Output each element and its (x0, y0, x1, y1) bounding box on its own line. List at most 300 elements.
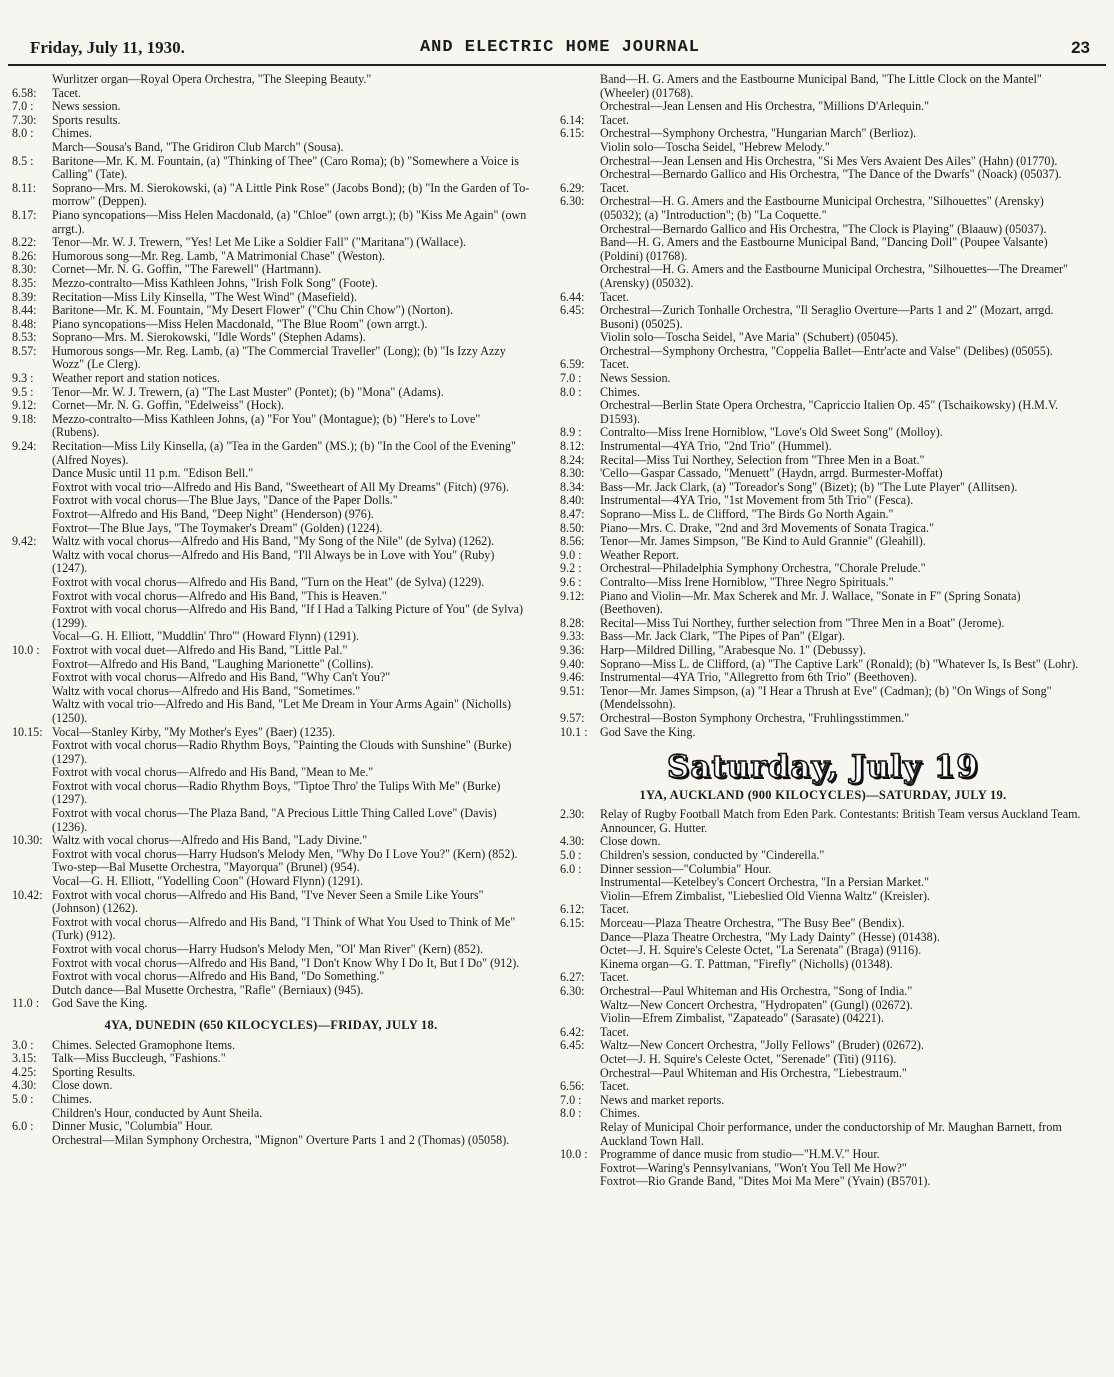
station-heading: 1YA, AUCKLAND (900 KILOCYCLES)—SATURDAY, JULY 19. (639, 787, 1007, 802)
programme-entry (12, 318, 530, 332)
entry-time: 9.51: (560, 683, 585, 698)
programme-entry (560, 1121, 1086, 1148)
programme-entry (560, 195, 1086, 222)
entry-time (12, 848, 52, 862)
entry-time: 8.35: (12, 275, 37, 290)
programme-entry (560, 291, 1086, 305)
entry-time: 8.30: (12, 262, 37, 277)
entry-time (12, 522, 52, 536)
entry-text: Chimes. (52, 1091, 92, 1106)
programme-entry (12, 726, 530, 740)
programme-entry (12, 481, 530, 495)
day-title: Saturday, July 19 (667, 749, 979, 786)
programme-entry (12, 440, 530, 467)
entry-time: 8.17: (12, 207, 37, 222)
entry-text: Tacet. (52, 85, 82, 100)
entry-text: Tacet. (600, 289, 630, 304)
entry-time (560, 1162, 600, 1176)
entry-time (12, 467, 52, 481)
entry-text: Violin—Efrem Zimbalist, "Zapateado" (Sarasate) (04221). (600, 1011, 884, 1026)
entry-text: Recitation—Miss Lily Kinsella, (a) "Tea in the Garden" (MS.); (b) "In the Cool of the Evening" (Alfred Noyes). (52, 439, 516, 467)
entry-text: Vocal—G. H. Elliott, "Yodelling Coon" (Howard Flynn) (1291). (52, 874, 364, 889)
page-header (30, 38, 1090, 64)
entry-text: Orchestral—Jean Lensen and His Orchestra, "Si Mes Vers Avaient Des Ailes" (Hahn) (01770). (600, 153, 1058, 168)
entry-text: Orchestral—Bernardo Gallico and His Orchestra, "The Clock is Playing" (Blaauw) (05037). (600, 221, 1047, 236)
entry-text: Cornet—Mr. N. G. Goffin, "Edelweiss" (Hock). (52, 398, 285, 413)
entry-text: Vocal—Stanley Kirby, "My Mother's Eyes" (Baer) (1235). (52, 724, 336, 739)
programme-entry (12, 970, 530, 984)
entry-text: Chimes. (600, 1106, 640, 1121)
entry-time: 4.25: (12, 1064, 37, 1079)
programme-entry (12, 957, 530, 971)
programme-entry (560, 863, 1086, 877)
entry-text: Wurlitzer organ—Royal Opera Orchestra, "The Sleeping Beauty." (52, 72, 372, 86)
entry-time (12, 1134, 52, 1148)
entry-text: Relay of Municipal Choir performance, under the conductorship of Mr. Maughan Barnett, from Auckland Town Hall. (600, 1119, 1062, 1148)
programme-entry (560, 835, 1086, 849)
entry-time: 6.30: (560, 194, 585, 209)
entry-text: Orchestral—H. G. Amers and the Eastbourne Municipal Orchestra, "Silhouettes—The Dreamer" (Arensky) (05032). (600, 262, 1068, 290)
programme-entry (560, 236, 1086, 263)
entry-text: Humorous songs—Mr. Reg. Lamb, (a) "The Commercial Traveller" (Long); (b) "Is Izzy Azzy Wozz" (Le Clerg). (52, 343, 506, 372)
entry-time (12, 590, 52, 604)
entry-text: Chimes. Selected Gramophone Items. (52, 1037, 236, 1052)
programme-entry (12, 658, 530, 672)
entry-text: Foxtrot with vocal chorus—Harry Hudson's Melody Men, "Ol' Man River" (Kern) (852). (52, 942, 484, 956)
entry-text: Foxtrot with vocal chorus—Alfredo and His Band, "I've Never Seen a Smile Like Yours" (Johnson) (1262). (52, 887, 484, 916)
programme-entry (560, 1175, 1086, 1189)
programme-entry (12, 114, 530, 128)
programme-entry (560, 1162, 1086, 1176)
entry-time (12, 943, 52, 957)
entry-time: 9.12: (12, 398, 37, 413)
entry-text: Close down. (52, 1078, 113, 1093)
left-column (12, 73, 530, 1147)
programme-entry (560, 182, 1086, 196)
entry-time: 6.45: (560, 303, 585, 318)
entry-text: Piano—Mrs. C. Drake, "2nd and 3rd Movements of Sonata Tragica." (600, 520, 935, 535)
entry-text: Orchestral—Boston Symphony Orchestra, "Fruhlingsstimmen." (600, 710, 910, 725)
entry-text: Foxtrot with vocal chorus—Alfredo and His Band, "If I Had a Talking Picture of You" (de Sylva) (1299). (52, 602, 523, 630)
programme-entry (560, 522, 1086, 536)
entry-time: 7.0 : (12, 99, 34, 114)
entry-text: God Save the King. (600, 724, 696, 739)
entry-time: 6.30: (560, 984, 585, 998)
entry-time: 10.42: (12, 887, 43, 902)
programme-entry (560, 944, 1086, 958)
entry-text: Band—H. G. Amers and the Eastbourne Municipal Band, "Dancing Doll" (Poupee Valsante) (Poldini) (01768). (600, 235, 1048, 263)
programme-entry (560, 576, 1086, 590)
entry-time: 8.39: (12, 289, 37, 304)
entry-time: 9.0 : (560, 547, 582, 562)
entry-time: 9.12: (560, 588, 585, 603)
entry-text: Dutch dance—Bal Musette Orchestra, "Rafle" (Berniaux) (945). (52, 982, 364, 997)
programme-entry (560, 426, 1086, 440)
entry-time: 8.5 : (12, 153, 34, 168)
programme-entry (560, 808, 1086, 835)
programme-entry (560, 903, 1086, 917)
entry-text: Chimes. (52, 126, 92, 141)
entry-text: Recital—Miss Tui Northey, Selection from "Three Men in a Boat." (600, 452, 925, 467)
programme-entry (560, 399, 1086, 426)
entry-text: Tenor—Mr. James Simpson, "Be Kind to Auld Grannie" (Gleahill). (600, 534, 926, 549)
entry-time (12, 698, 52, 725)
programme-entry (12, 671, 530, 685)
entry-text: Humorous song—Mr. Reg. Lamb, "A Matrimonial Chase" (Weston). (52, 248, 386, 263)
entry-time: 8.40: (560, 493, 585, 508)
entry-time (560, 958, 600, 972)
entry-time (12, 141, 52, 155)
programme-entry (12, 1066, 530, 1080)
programme-entry (12, 182, 530, 209)
programme-entry (560, 141, 1086, 155)
programme-entry (560, 617, 1086, 631)
programme-entry (560, 726, 1086, 740)
entry-text: Relay of Rugby Football Match from Eden Park. Contestants: British Team versus Auckland Team. Announcer, G. Hutter. (600, 807, 1081, 835)
entry-text: Violin solo—Toscha Seidel, "Hebrew Melody." (600, 139, 830, 154)
entry-time (560, 236, 600, 263)
entry-text: Foxtrot with vocal chorus—Radio Rhythm Boys, "Painting the Clouds with Sunshine" (Burke) (1297). (52, 738, 512, 766)
entry-text: Orchestral—Philadelphia Symphony Orchestra, "Chorale Prelude." (600, 561, 926, 576)
entry-time (12, 73, 52, 87)
entry-time: 8.0 : (560, 384, 582, 399)
programme-entry (12, 997, 530, 1011)
entry-text: Sports results. (52, 112, 121, 127)
programme-entry (12, 603, 530, 630)
entry-text: Orchestral—H. G. Amers and the Eastbourne Municipal Orchestra, "Silhouettes" (Arensky) (05032); (a) "Introduction"; (b) "La Coquette." (600, 194, 1044, 222)
entry-time: 8.48: (12, 316, 37, 331)
entry-text: Waltz—New Concert Orchestra, "Jolly Fellows" (Bruder) (02672). (600, 1038, 924, 1053)
entry-text: Foxtrot with vocal chorus—Radio Rhythm Boys, "Tiptoe Thro' the Tulips With Me" (Burke) (1297). (52, 778, 501, 807)
entry-time (12, 916, 52, 943)
entry-text: Foxtrot with vocal chorus—Alfredo and His Band, "This is Heaven." (52, 588, 387, 603)
programme-entry (12, 1079, 530, 1093)
entry-time: 7.0 : (560, 1092, 582, 1107)
programme-entry (560, 849, 1086, 863)
entry-text: Contralto—Miss Irene Horniblow, "Three Negro Spirituals." (600, 574, 894, 589)
programme-entry (12, 508, 530, 522)
entry-time (560, 168, 600, 182)
programme-entry (12, 386, 530, 400)
programme-entry (12, 861, 530, 875)
issue-date: Friday, July 11, 1930. (30, 38, 185, 57)
entry-time: 9.36: (560, 642, 585, 657)
entry-text: Foxtrot with vocal chorus—The Blue Jays, "Dance of the Paper Dolls." (52, 493, 398, 508)
entry-time: 8.9 : (560, 425, 582, 440)
programme-entry (12, 87, 530, 101)
entry-time (560, 73, 600, 100)
entry-time (560, 263, 600, 290)
programme-entry (12, 304, 530, 318)
entry-time: 7.30: (12, 112, 37, 127)
programme-entry (560, 1026, 1086, 1040)
entry-time (560, 876, 600, 890)
entry-text: Foxtrot with vocal chorus—Alfredo and His Band, "I Think of What You Used to Think of Me" (Turk) (912). (52, 914, 516, 943)
programme-entry (560, 562, 1086, 576)
entry-text: Foxtrot with vocal duet—Alfredo and His Band, "Little Pal." (52, 642, 348, 657)
entry-text: Foxtrot with vocal chorus—The Plaza Band, "A Precious Little Thing Called Love" (Davis) (1236). (52, 806, 497, 834)
programme-entry (12, 467, 530, 481)
programme-entry (12, 494, 530, 508)
entry-time (560, 223, 600, 237)
entry-text: Violin solo—Toscha Seidel, "Ave Maria" (Schubert) (05045). (600, 330, 899, 345)
entry-time: 10.15: (12, 724, 43, 739)
programme-entry (560, 1148, 1086, 1162)
entry-text: Tacet. (600, 1079, 630, 1094)
entry-time (560, 399, 600, 426)
programme-entry (560, 549, 1086, 563)
entry-text: Orchestral—Symphony Orchestra, "Hungarian March" (Berlioz). (600, 126, 917, 141)
programme-entry (560, 890, 1086, 904)
entry-time: 9.5 : (12, 384, 34, 399)
entry-time: 8.11: (12, 180, 37, 195)
programme-entry (560, 454, 1086, 468)
programme-entry (560, 155, 1086, 169)
programme-entry (560, 168, 1086, 182)
programme-entry (12, 277, 530, 291)
programme-entry (12, 1107, 530, 1121)
entry-time: 6.0 : (12, 1119, 34, 1134)
station-heading: 4YA, DUNEDIN (650 KILOCYCLES)—FRIDAY, JULY 18. (104, 1017, 438, 1032)
programme-entry (12, 739, 530, 766)
programme-entry (560, 590, 1086, 617)
programme-entry (560, 1012, 1086, 1026)
entry-time: 6.58: (12, 85, 37, 100)
entry-text: Piano and Violin—Mr. Max Scherek and Mr. J. Wallace, "Sonate in F" (Spring Sonata) (Beethoven). (600, 588, 1021, 617)
programme-entry (12, 236, 530, 250)
programme-entry (560, 1039, 1086, 1053)
entry-text: Tenor—Mr. W. J. Trewern, (a) "The Last Muster" (Pontet); (b) "Mona" (Adams). (52, 384, 444, 399)
entry-text: Dance—Plaza Theatre Orchestra, "My Lady Dainty" (Hesse) (01438). (600, 929, 940, 944)
programme-entry (12, 875, 530, 889)
programme-entry (560, 644, 1086, 658)
programme-entry (12, 291, 530, 305)
entry-time: 9.40: (560, 656, 585, 671)
programme-entry (12, 331, 530, 345)
entry-text: Kinema organ—G. T. Pattman, "Firefly" (Nicholls) (01348). (600, 956, 893, 971)
entry-time (560, 999, 600, 1013)
programme-entry (560, 372, 1086, 386)
entry-time: 6.15: (560, 126, 585, 141)
entry-text: Two-step—Bal Musette Orchestra, "Mayorqua" (Brunel) (954). (52, 860, 360, 875)
entry-text: Foxtrot—Alfredo and His Band, "Deep Night" (Henderson) (976). (52, 507, 374, 521)
entry-time: 9.57: (560, 710, 585, 725)
entry-text: Orchestral—Berlin State Opera Orchestra, "Capriccio Italien Op. 45" (Tschaikowsky) (H.M.V. D1593). (600, 398, 1059, 426)
entry-time (12, 984, 52, 998)
programme-entry (560, 999, 1086, 1013)
entry-text: Mezzo-contralto—Miss Kathleen Johns, (a) "For You" (Montague); (b) "Here's to Love" (Rubens). (52, 411, 481, 440)
entry-text: Waltz with vocal chorus—Alfredo and His Band, "I'll Always be in Love with You" (Ruby) (1247). (52, 547, 495, 576)
entry-text: Chimes. (600, 384, 640, 399)
programme-entry (12, 549, 530, 576)
entry-text: News session. (52, 99, 121, 114)
entry-time (560, 944, 600, 958)
programme-entry (560, 331, 1086, 345)
programme-entry (12, 916, 530, 943)
programme-entry (560, 440, 1086, 454)
entry-time: 9.42: (12, 534, 37, 549)
entry-text: Tacet. (600, 112, 630, 127)
entry-text: Soprano—Miss L. de Clifford, (a) "The Captive Lark" (Ronald); (b) "Whatever Is, Is Best" (Lohr). (600, 656, 1079, 671)
entry-time: 8.24: (560, 452, 585, 467)
entry-text: Tacet. (600, 357, 630, 372)
entry-text: Dance Music until 11 p.m. "Edison Bell." (52, 466, 254, 481)
entry-time: 8.30: (560, 466, 585, 481)
programme-entry (12, 889, 530, 916)
entry-text: Sporting Results. (52, 1064, 136, 1079)
programme-entry (12, 780, 530, 807)
entry-time (12, 1107, 52, 1121)
programme-entry (12, 984, 530, 998)
entry-text: Piano syncopations—Miss Helen Macdonald, (a) "Chloe" (own arrgt.); (b) "Kiss Me Again" (own arrgt.). (52, 207, 527, 236)
programme-entry (560, 958, 1086, 972)
entry-text: Children's Hour, conducted by Aunt Sheila. (52, 1105, 263, 1120)
programme-entry (560, 971, 1086, 985)
entry-text: Foxtrot with vocal chorus—Alfredo and His Band, "Why Can't You?" (52, 670, 391, 685)
entry-text: Programme of dance music from studio—"H.M.V." Hour. (600, 1147, 880, 1162)
programme-entry (12, 263, 530, 277)
programme-entry (12, 1134, 530, 1148)
entry-time (12, 630, 52, 644)
programme-entry (560, 508, 1086, 522)
entry-time: 8.0 : (560, 1106, 582, 1121)
entry-text: Foxtrot—The Blue Jays, "The Toymaker's Dream" (Golden) (1224). (52, 520, 383, 535)
entry-text: Band—H. G. Amers and the Eastbourne Municipal Band, "The Little Clock on the Mantel" (Wheeler) (01768). (600, 72, 1042, 100)
entry-text: Soprano—Mrs. M. Sierokowski, "Idle Words" (Stephen Adams). (52, 330, 366, 345)
programme-entry (560, 917, 1086, 931)
entry-text: Tacet. (600, 180, 630, 195)
programme-entry (560, 114, 1086, 128)
entry-time (12, 576, 52, 590)
entry-text: Cornet—Mr. N. G. Goffin, "The Farewell" (Hartmann). (52, 262, 322, 277)
entry-text: March—Sousa's Band, "The Gridiron Club March" (Sousa). (52, 139, 344, 154)
programme-entry (560, 658, 1086, 672)
entry-text: Weather Report. (600, 547, 679, 562)
entry-time (12, 780, 52, 807)
programme-entry (560, 127, 1086, 141)
programme-entry (560, 1067, 1086, 1081)
entry-text: Tacet. (600, 902, 630, 917)
programme-entry (560, 1094, 1086, 1108)
entry-time: 8.34: (560, 479, 585, 494)
entry-text: Octet—J. H. Squire's Celeste Octet, "La Serenata" (Braga) (9116). (600, 943, 922, 958)
entry-time: 8.28: (560, 615, 585, 630)
programme-entry (12, 685, 530, 699)
programme-entry (560, 494, 1086, 508)
entry-time (560, 1012, 600, 1026)
programme-entry (12, 141, 530, 155)
entry-time (12, 658, 52, 672)
entry-time (560, 141, 600, 155)
entry-text: Orchestral—Zurich Tonhalle Orchestra, "Il Seraglio Overture—Parts 1 and 2" (Mozart, arrgd. Busoni) (05025). (600, 303, 1054, 331)
entry-time: 8.50: (560, 520, 585, 535)
entry-time: 9.46: (560, 670, 585, 685)
entry-text: Vocal—G. H. Elliott, "Muddlin' Thro'" (Howard Flynn) (1291). (52, 629, 360, 644)
entry-text: Tenor—Mr. James Simpson, (a) "I Hear a Thrush at Eve" (Cadman); (b) "On Wings of Song" (Mendelssohn). (600, 683, 1052, 712)
entry-text: Waltz with vocal chorus—Alfredo and His Band, "Sometimes." (52, 683, 361, 698)
entry-time: 2.30: (560, 807, 585, 822)
programme-entry (560, 630, 1086, 644)
entry-text: News and market reports. (600, 1092, 725, 1107)
entry-time: 5.0 : (12, 1091, 34, 1106)
programme-entry (12, 155, 530, 182)
entry-time: 6.45: (560, 1038, 585, 1053)
entry-time (560, 931, 600, 945)
entry-time (12, 549, 52, 576)
journal-title: AND ELECTRIC HOME JOURNAL (419, 38, 701, 57)
entry-time (560, 1067, 600, 1081)
entry-time (560, 1121, 600, 1148)
entry-time: 6.29: (560, 180, 585, 195)
programme-entry (12, 848, 530, 862)
programme-entry (12, 345, 530, 372)
entry-time: 10.1 : (560, 724, 588, 739)
programme-entry (12, 590, 530, 604)
programme-entry (12, 372, 530, 386)
entry-time: 6.56: (560, 1079, 585, 1094)
entry-time: 3.15: (12, 1051, 37, 1066)
entry-time: 6.0 : (560, 861, 582, 876)
entry-time (560, 890, 600, 904)
programme-entry (560, 671, 1086, 685)
entry-text: Waltz—New Concert Orchestra, "Hydropaten" (Gungl) (02672). (600, 997, 913, 1012)
entry-time (12, 508, 52, 522)
programme-entry (12, 250, 530, 264)
entry-text: Foxtrot—Alfredo and His Band, "Laughing Marionette" (Collins). (52, 656, 374, 671)
entry-time: 9.33: (560, 629, 585, 644)
entry-time: 10.0 : (12, 642, 40, 657)
entry-time: 8.26: (12, 248, 37, 263)
entry-time: 6.14: (560, 112, 585, 127)
entry-time: 9.3 : (12, 371, 34, 386)
right-column (560, 73, 1086, 1189)
entry-text: Soprano—Miss L. de Clifford, "The Birds Go North Again." (600, 507, 894, 521)
entry-text: Baritone—Mr. K. M. Fountain, (a) "Thinking of Thee" (Caro Roma); (b) "Somewhere a Voice is Calling" (Tate). (52, 153, 519, 182)
entry-time: 5.0 : (560, 848, 582, 863)
entry-time: 8.47: (560, 507, 585, 521)
entry-text: Foxtrot with vocal chorus—Alfredo and His Band, "I Don't Know Why I Do It, But I Do" (912). (52, 955, 520, 970)
entry-text: Tacet. (600, 1024, 630, 1039)
entry-text: Foxtrot with vocal chorus—Alfredo and His Band, "Mean to Me." (52, 765, 374, 780)
programme-entry (560, 304, 1086, 331)
entry-text: Dinner Music, "Columbia" Hour. (52, 1119, 213, 1134)
programme-entry (560, 712, 1086, 726)
programme-entry (560, 263, 1086, 290)
entry-time (12, 861, 52, 875)
programme-entry (12, 1093, 530, 1107)
programme-entry (560, 467, 1086, 481)
entry-text: 'Cello—Gaspar Cassado, "Menuett" (Haydn, arrgd. Burmester-Moffat) (600, 466, 943, 481)
entry-time: 6.59: (560, 357, 585, 372)
entry-time: 8.12: (560, 439, 585, 454)
programme-entry (560, 876, 1086, 890)
entry-text: Mezzo-contralto—Miss Kathleen Johns, "Irish Folk Song" (Foote). (52, 275, 378, 290)
entry-text: God Save the King. (52, 996, 148, 1011)
programme-entry (12, 1052, 530, 1066)
programme-entry (12, 209, 530, 236)
programme-entry (12, 535, 530, 549)
entry-text: Orchestral—Paul Whiteman and His Orchestra, "Liebestraum." (600, 1065, 907, 1080)
programme-entry (12, 127, 530, 141)
entry-time (12, 875, 52, 889)
entry-time (12, 970, 52, 984)
programme-entry (12, 73, 530, 87)
entry-time (12, 766, 52, 780)
entry-time: 4.30: (12, 1078, 37, 1093)
programme-entry (560, 1107, 1086, 1121)
entry-time: 8.57: (12, 343, 37, 358)
entry-time: 9.18: (12, 411, 37, 426)
